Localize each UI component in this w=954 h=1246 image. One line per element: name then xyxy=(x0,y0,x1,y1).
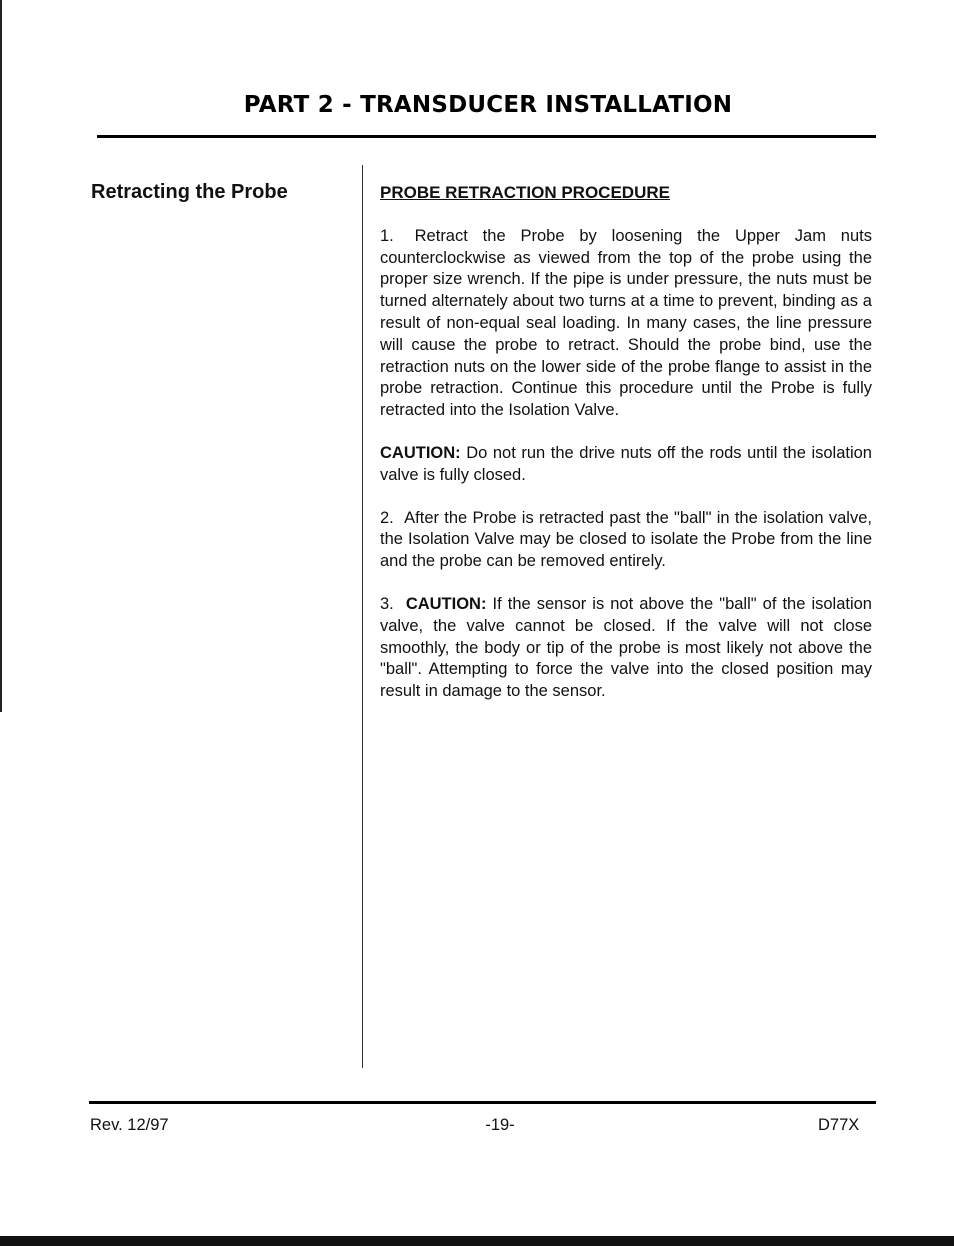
step-2-number: 2. xyxy=(380,508,394,527)
step-1-paragraph xyxy=(380,226,872,422)
step-3-number: 3. xyxy=(380,594,394,613)
step-3-text: If the sensor is not above the "ball" of the isolation valve, the valve cannot be closed. If the valve will not close smoothly, the body or tip of the probe is most likely not above the "ball". Attempting to force the valve into the closed position may result in damage to the sensor. xyxy=(380,594,872,701)
document-code: D77X xyxy=(818,1116,860,1134)
step-1-number: 1. xyxy=(380,226,394,245)
step-1-text: Retract the Probe by loosening the Upper Jam nuts counterclockwise as viewed from the top of the probe using the proper size wrench. If the pipe is under pressure, the nuts must be turned alternately about two turns at a time to prevent, binding as a result of non-equal seal loading. In many cases, the line pressure will cause the probe to retract. Should the probe bind, use the retraction nuts on the lower side of the probe flange to assist in the probe retraction. Continue this procedure until the Probe is fully retracted into the Isolation Valve. xyxy=(380,226,872,420)
caution-paragraph xyxy=(380,443,872,487)
procedure-title: PROBE RETRACTION PROCEDURE xyxy=(380,183,670,202)
step-2-paragraph xyxy=(380,508,872,573)
section-heading: Retracting the Probe xyxy=(91,181,288,203)
title-rule xyxy=(97,135,876,138)
step-3-caution-label: CAUTION: xyxy=(405,594,487,613)
step-2-text: After the Probe is retracted past the "ball" in the isolation valve, the Isolation Valve may be closed to isolate the Probe from the line and the probe can be removed entirely. xyxy=(380,508,872,571)
procedure-content xyxy=(380,182,872,724)
revision-label: Rev. 12/97 xyxy=(90,1116,169,1134)
page-number: -19- xyxy=(485,1116,515,1134)
caution-label: CAUTION: xyxy=(380,443,461,462)
page-title: PART 2 - TRANSDUCER INSTALLATION xyxy=(243,92,733,118)
caution-text: Do not run the drive nuts off the rods until the isolation valve is fully closed. xyxy=(380,443,872,484)
step-3-paragraph xyxy=(380,594,872,703)
scan-edge-bottom xyxy=(0,1236,954,1246)
footer-rule xyxy=(89,1101,876,1104)
column-divider xyxy=(362,165,363,1068)
